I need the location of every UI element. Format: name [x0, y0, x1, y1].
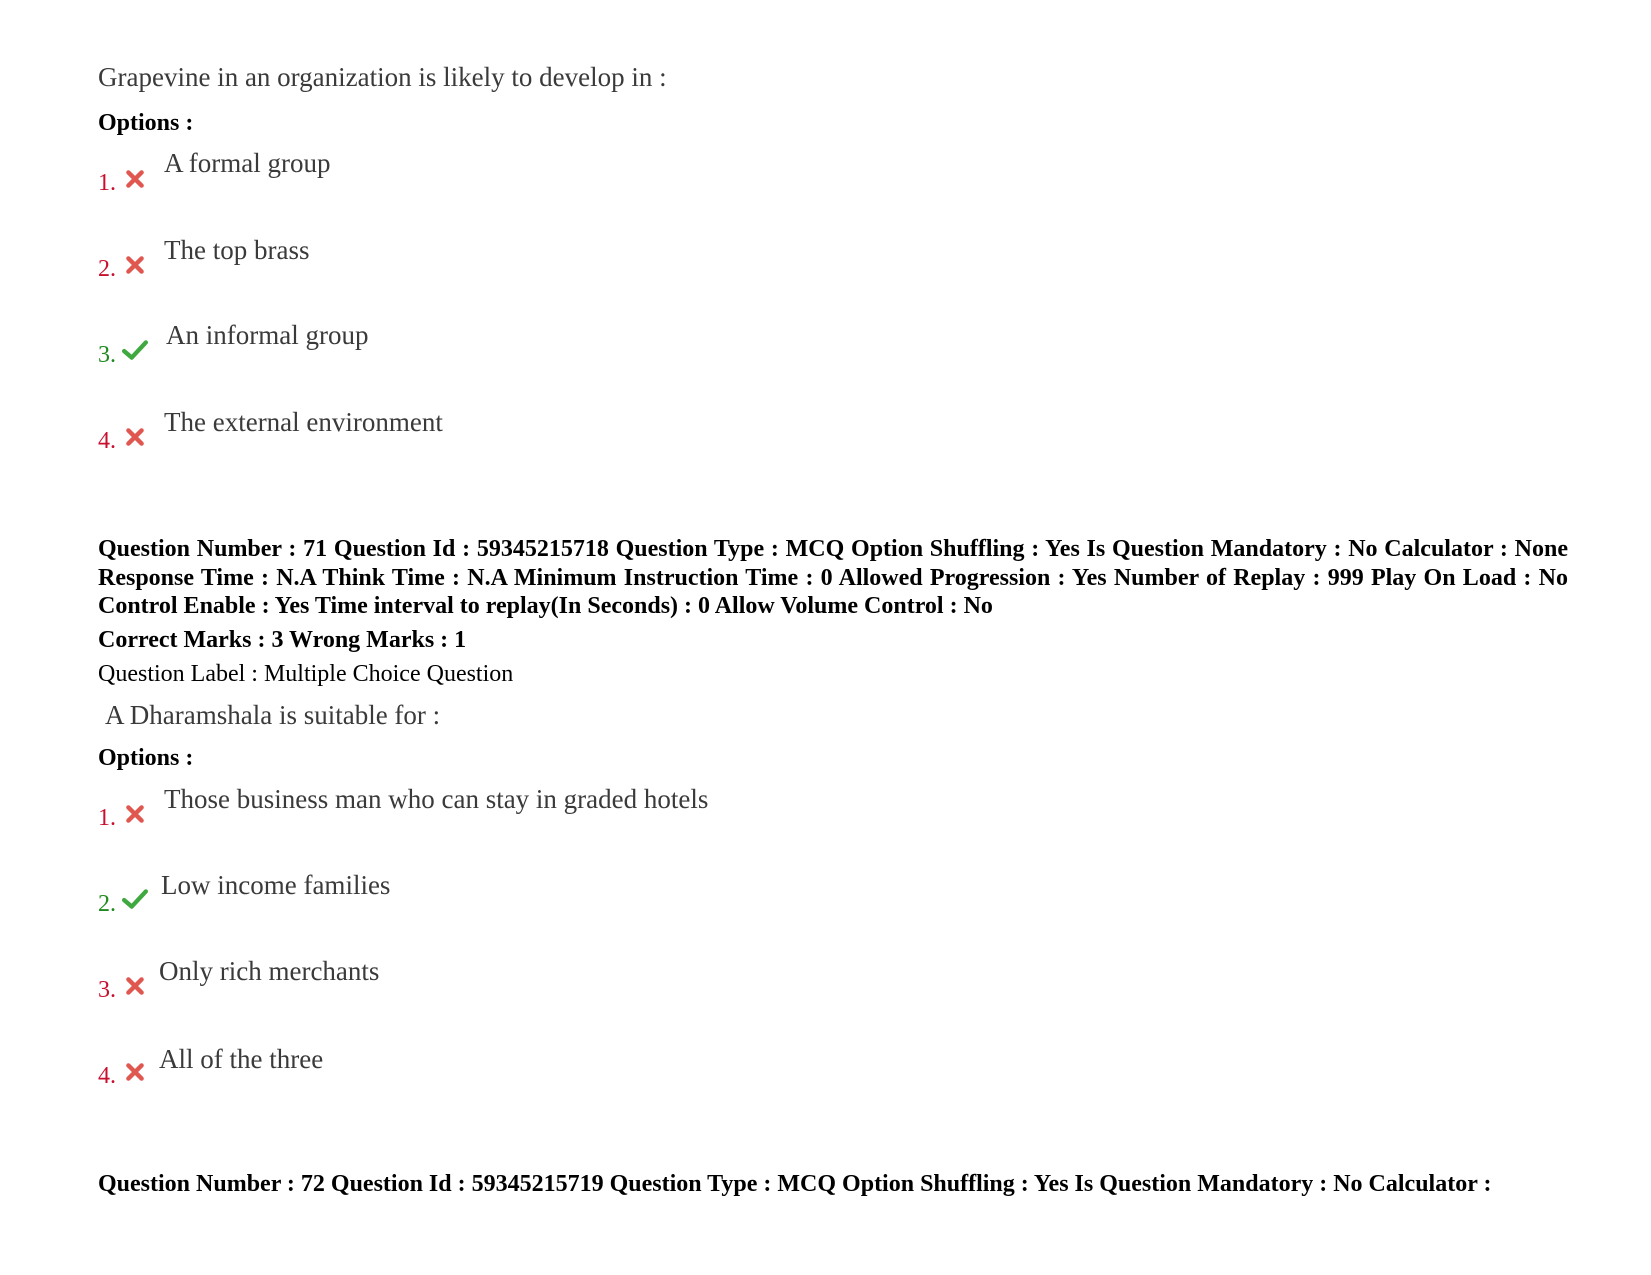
question-71-text: A Dharamshala is suitable for : [105, 700, 441, 730]
q71-option-1-number: 1. [98, 805, 116, 831]
check-icon [122, 887, 148, 911]
q70-option-2-text: The top brass [164, 235, 310, 265]
q71-option-3-text: Only rich merchants [159, 956, 380, 986]
cross-icon [124, 975, 146, 997]
q71-option-1-text: Those business man who can stay in graded hotels [164, 784, 709, 814]
q70-option-3-number: 3. [98, 342, 116, 368]
cross-icon [124, 1061, 146, 1083]
q70-option-2-number: 2. [98, 256, 116, 282]
question-71-marks: Correct Marks : 3 Wrong Marks : 1 [98, 627, 467, 653]
cross-icon [124, 254, 146, 276]
check-icon [122, 338, 148, 362]
q71-option-2-text: Low income families [161, 870, 391, 900]
q70-option-4-number: 4. [98, 428, 116, 454]
question-70-text: Grapevine in an organization is likely to develop in : [98, 62, 667, 92]
question-71-metadata: Question Number : 71 Question Id : 59345215718 Question Type : MCQ Option Shuffling : Yes Is Question Mandatory : No Calculator : None Response Time : N.A Think Time : N.A Minimum Instruction Time : 0 Allowed Progression : Yes Number of Replay : 999 Play On Load : No Control Enable : Yes Time interval to replay(In Seconds) : 0 Allow Volume Control : No [98, 536, 1568, 619]
q70-option-3-text: An informal group [166, 320, 369, 350]
q71-option-3-number: 3. [98, 977, 116, 1003]
question-71-label: Question Label : Multiple Choice Question [98, 661, 514, 687]
q71-option-4-number: 4. [98, 1063, 116, 1089]
q70-option-4-text: The external environment [164, 407, 443, 437]
question-72-metadata: Question Number : 72 Question Id : 59345215719 Question Type : MCQ Option Shuffling : Yes Is Question Mandatory : No Calculator : [98, 1171, 1492, 1197]
q71-option-2-number: 2. [98, 891, 116, 917]
cross-icon [124, 426, 146, 448]
cross-icon [124, 803, 146, 825]
question-70-options-heading: Options : [98, 110, 194, 136]
q71-option-4-text: All of the three [159, 1044, 324, 1074]
q70-option-1-text: A formal group [164, 148, 331, 178]
cross-icon [124, 168, 146, 190]
question-71-options-heading: Options : [98, 745, 194, 771]
q70-option-1-number: 1. [98, 170, 116, 196]
